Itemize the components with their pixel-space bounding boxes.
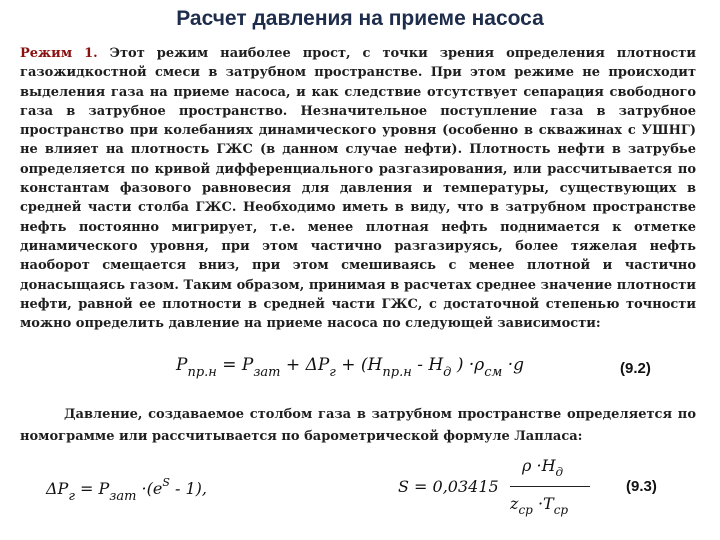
formula-9-3-rest-b: - 1), [174,479,207,498]
mode-label: Режим 1. [20,46,98,61]
formula-9-2-term-3-sub: пр.н [382,365,412,380]
formula-9-2-term-2-sub: г [329,365,336,380]
fraction-bar [510,486,590,487]
formula-9-2-lhs-sub: пр.н [187,365,217,380]
formula-9-2-term-4-sub: д [443,365,452,380]
equation-number-9-3: (9.3) [626,478,657,495]
formula-9-2 [176,355,524,380]
paragraph-2-text: Давление, создаваемое столбом газа в затрубном пространстве определяется по номограмме или рассчитывается по барометрической формуле Лапласа: [20,407,696,444]
formula-9-2-term-1-sub: зат [253,365,281,380]
formula-9-2-lhs: P [176,355,188,375]
formula-9-3-right [398,452,618,532]
formula-9-3-rest-sup: S [162,476,170,489]
formula-9-3-lhs-sub: г [68,489,75,504]
formula-9-2-term-5: ) ·ρ [456,355,485,375]
formula-9-3-num-h: ·H [536,456,556,475]
formula-9-3-rest-a: ·(e [141,479,163,498]
page-title: Расчет давления на приеме насоса [176,7,544,30]
formula-9-2-term-6: ·g [507,355,525,375]
formula-9-2-term-2: + ΔP [285,355,330,375]
paragraph-mode-1 [20,44,696,333]
formula-9-3-den-t-sub: ср [553,503,569,517]
formula-9-2-term-5-sub: см [484,365,503,380]
formula-9-3-left [46,476,207,504]
formula-9-3-numerator [522,456,563,479]
formula-9-3-s-lhs: S = 0,03415 [398,477,499,496]
formula-9-2-term-1: = P [222,355,254,375]
formula-9-3-eq: = P [80,479,110,498]
formula-9-3-eq-sub: зат [109,489,137,504]
formula-9-3-num-h-sub: д [555,465,564,479]
formula-9-3-denominator [510,494,568,517]
formula-9-3-num-rho: ρ [522,456,532,475]
formula-9-3-lhs: ΔP [46,479,69,498]
paragraph-laplace [20,404,696,448]
formula-9-3-den-t: ·T [537,494,554,513]
paragraph-1-text: Этот режим наиболее прост, с точки зрения определения плотности газожидкостной смеси в затрубном пространстве. При этом режиме не происходит выделения газа на приеме насоса, и как следствие отсутствует сепарация свободного газа в затрубное пространство. Незначительное поступление газа в затрубное пространство при колебаниях динамического уровня (особенно в скважинах с УШНГ) не влияет на плотность ГЖС (в данном случае нефти). Плотность нефти в затрубье определяется по кривой дифференциального разгазирования, или рассчитывается по константам фазового равновесия для давления и температуры, существующих в средней части столба ГЖС. Необходимо иметь в виду, что в затрубном пространстве нефть постоянно мигрирует, т.е. менее плотная нефть поднимается к отметке динамического уровня, при этом частично разгазируясь, более тяжелая нефть наоборот смещается вниз, при этом смешиваясь с менее плотной и частично донасыщаясь газом. Таким образом, принимая в расчетах среднее значение плотности нефти, равной ее плотности в средней части ГЖС, с достаточной степенью точности можно определить давление на приеме насоса по следующей зависимости: [20,46,696,332]
formula-9-2-term-3: + (H [341,355,383,375]
formula-9-2-term-4: - H [417,355,444,375]
formula-9-3-den-z: z [510,494,519,513]
formula-9-3-den-z-sub: ср [518,503,533,517]
equation-number-9-2: (9.2) [620,360,651,377]
